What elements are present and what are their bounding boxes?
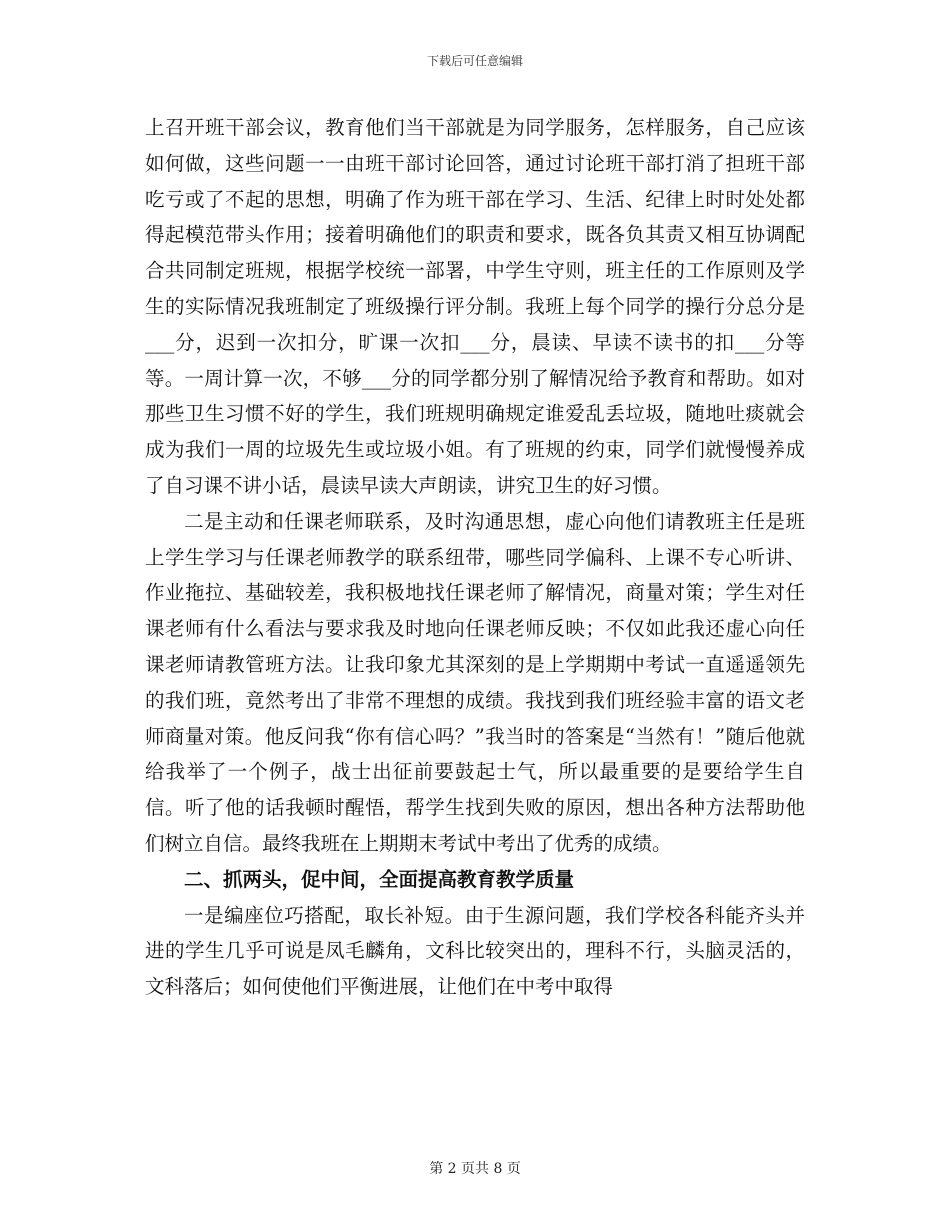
page-footer: 第 2 页共 8 页 bbox=[429, 1161, 521, 1177]
page-header: 下载后可任意编辑 bbox=[426, 54, 523, 68]
document-body bbox=[145, 110, 805, 1005]
paragraph-seating: 一是编座位巧搭配，取长补短。由于生源问题，我们学校各科能齐头并进的学生几乎可说是凤毛麟角，文科比较突出的，理科不行，头脑灵活的，文科落后；如何使他们平衡进展，让他们在中考中取得 bbox=[145, 903, 805, 999]
section-heading: 二、抓两头，促中间，全面提高教育教学质量 bbox=[184, 867, 575, 891]
paragraph-class-rules: 上召开班干部会议，教育他们当干部就是为同学服务，怎样服务，自己应该如何做，这些问题一一由班干部讨论回答，通过讨论班干部打消了担班干部吃亏或了不起的思想，明确了作为班干部在学习、生活、纪律上时时处处都得起模范带头作用；接着明确他们的职责和要求，既各负其责又相互协调配合共同制定班规，根据学校统一部署，中学生守则，班主任的工作原则及学生的实际情况我班制定了班级操行评分制。我班上每个同学的操行分总分是___分，迟到一次扣分，旷课一次扣___分，晨读、早读不读书的扣___分等等。一周计算一次，不够___分的同学都分别了解情况给予教育和帮助。如对那些卫生习惯不好的学生，我们班规明确规定谁爱乱丢垃圾，随地吐痰就会成为我们一周的垃圾先生或垃圾小姐。有了班规的约束，同学们就慢慢养成了自习课不讲小话，晨读早读大声朗读，讲究卫生的好习惯。 bbox=[145, 116, 805, 497]
paragraph-teacher-communication: 二是主动和任课老师联系，及时沟通思想，虚心向他们请教班主任是班上学生学习与任课老师教学的联系纽带，哪些同学偏科、上课不专心听讲、作业拖拉、基础较差，我积极地找任课老师了解情况，商量对策；学生对任课老师有什么看法与要求我及时地向任课老师反映；不仅如此我还虚心向任课老师请教管班方法。让我印象尤其深刻的是上学期期中考试一直遥遥领先的我们班，竟然考出了非常不理想的成绩。我找到我们班经验丰富的语文老师商量对策。他反问我“你有信心吗？”我当时的答案是“当然有！”随后他就给我举了一个例子，战士出征前要鼓起士气，所以最重要的是要给学生自信。听了他的话我顿时醒悟，帮学生找到失败的原因，想出各种方法帮助他们树立自信。最终我班在上期期末考试中考出了优秀的成绩。 bbox=[145, 509, 805, 855]
